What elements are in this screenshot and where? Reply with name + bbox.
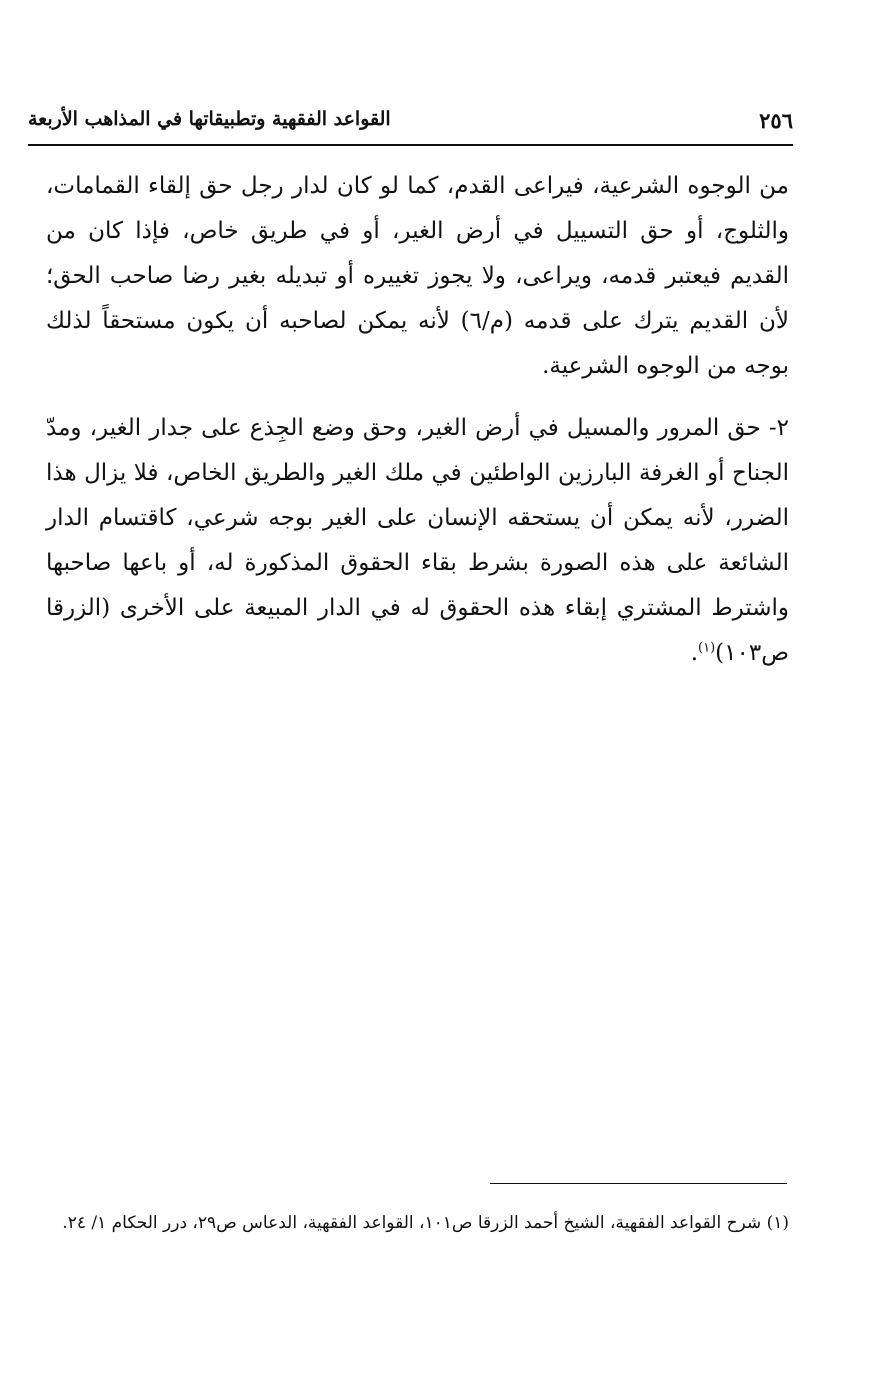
footnote-reference: (١): [698, 640, 716, 656]
main-text: [46, 164, 789, 676]
paragraph-end-punctuation: .: [690, 640, 698, 666]
footnotes: [40, 1204, 789, 1242]
paragraph: [46, 406, 789, 676]
page-number: ٢٥٦: [759, 108, 793, 133]
footnote-separator: [490, 1183, 787, 1184]
footnote: (١) شرح القواعد الفقهية، الشيخ أحمد الزرقا ص١٠١، القواعد الفقهية، الدعاس ص٢٩، درر الحكام ١/ ٢٤.: [62, 1213, 789, 1233]
paragraph-text: ٢- حق المرور والمسيل في أرض الغير، وحق وضع الجِذع على جدار الغير، ومدّ الجناح أو الغرفة البارزين الواطئين في ملك الغير والطريق الخاص، فلا يزال هذا الضرر، لأنه يمكن أن يستحقه الإنسان على الغير بوجه شرعي، كاقتسام الدار الشائعة على هذه الصورة بشرط بقاء الحقوق المذكورة له، أو باعها صاحبها واشترط المشتري إبقاء هذه الحقوق له في الدار المبيعة على الأخرى (الزرقا ص١٠٣): [46, 415, 789, 666]
running-title: القواعد الفقهية وتطبيقاتها في المذاهب الأربعة: [28, 108, 391, 130]
page-header: [28, 104, 793, 146]
paragraph: من الوجوه الشرعية، فيراعى القدم، كما لو كان لدار رجل حق إلقاء القمامات، والثلوج، أو حق التسييل في أرض الغير، أو في طريق خاص، فإذا كان من القديم فيعتبر قدمه، ويراعى، ولا يجوز تغييره أو تبديله بغير رضا صاحب الحق؛ لأن القديم يترك على قدمه (م/٦) لأنه يمكن لصاحبه أن يكون مستحقاً لذلك بوجه من الوجوه الشرعية.: [46, 173, 789, 379]
